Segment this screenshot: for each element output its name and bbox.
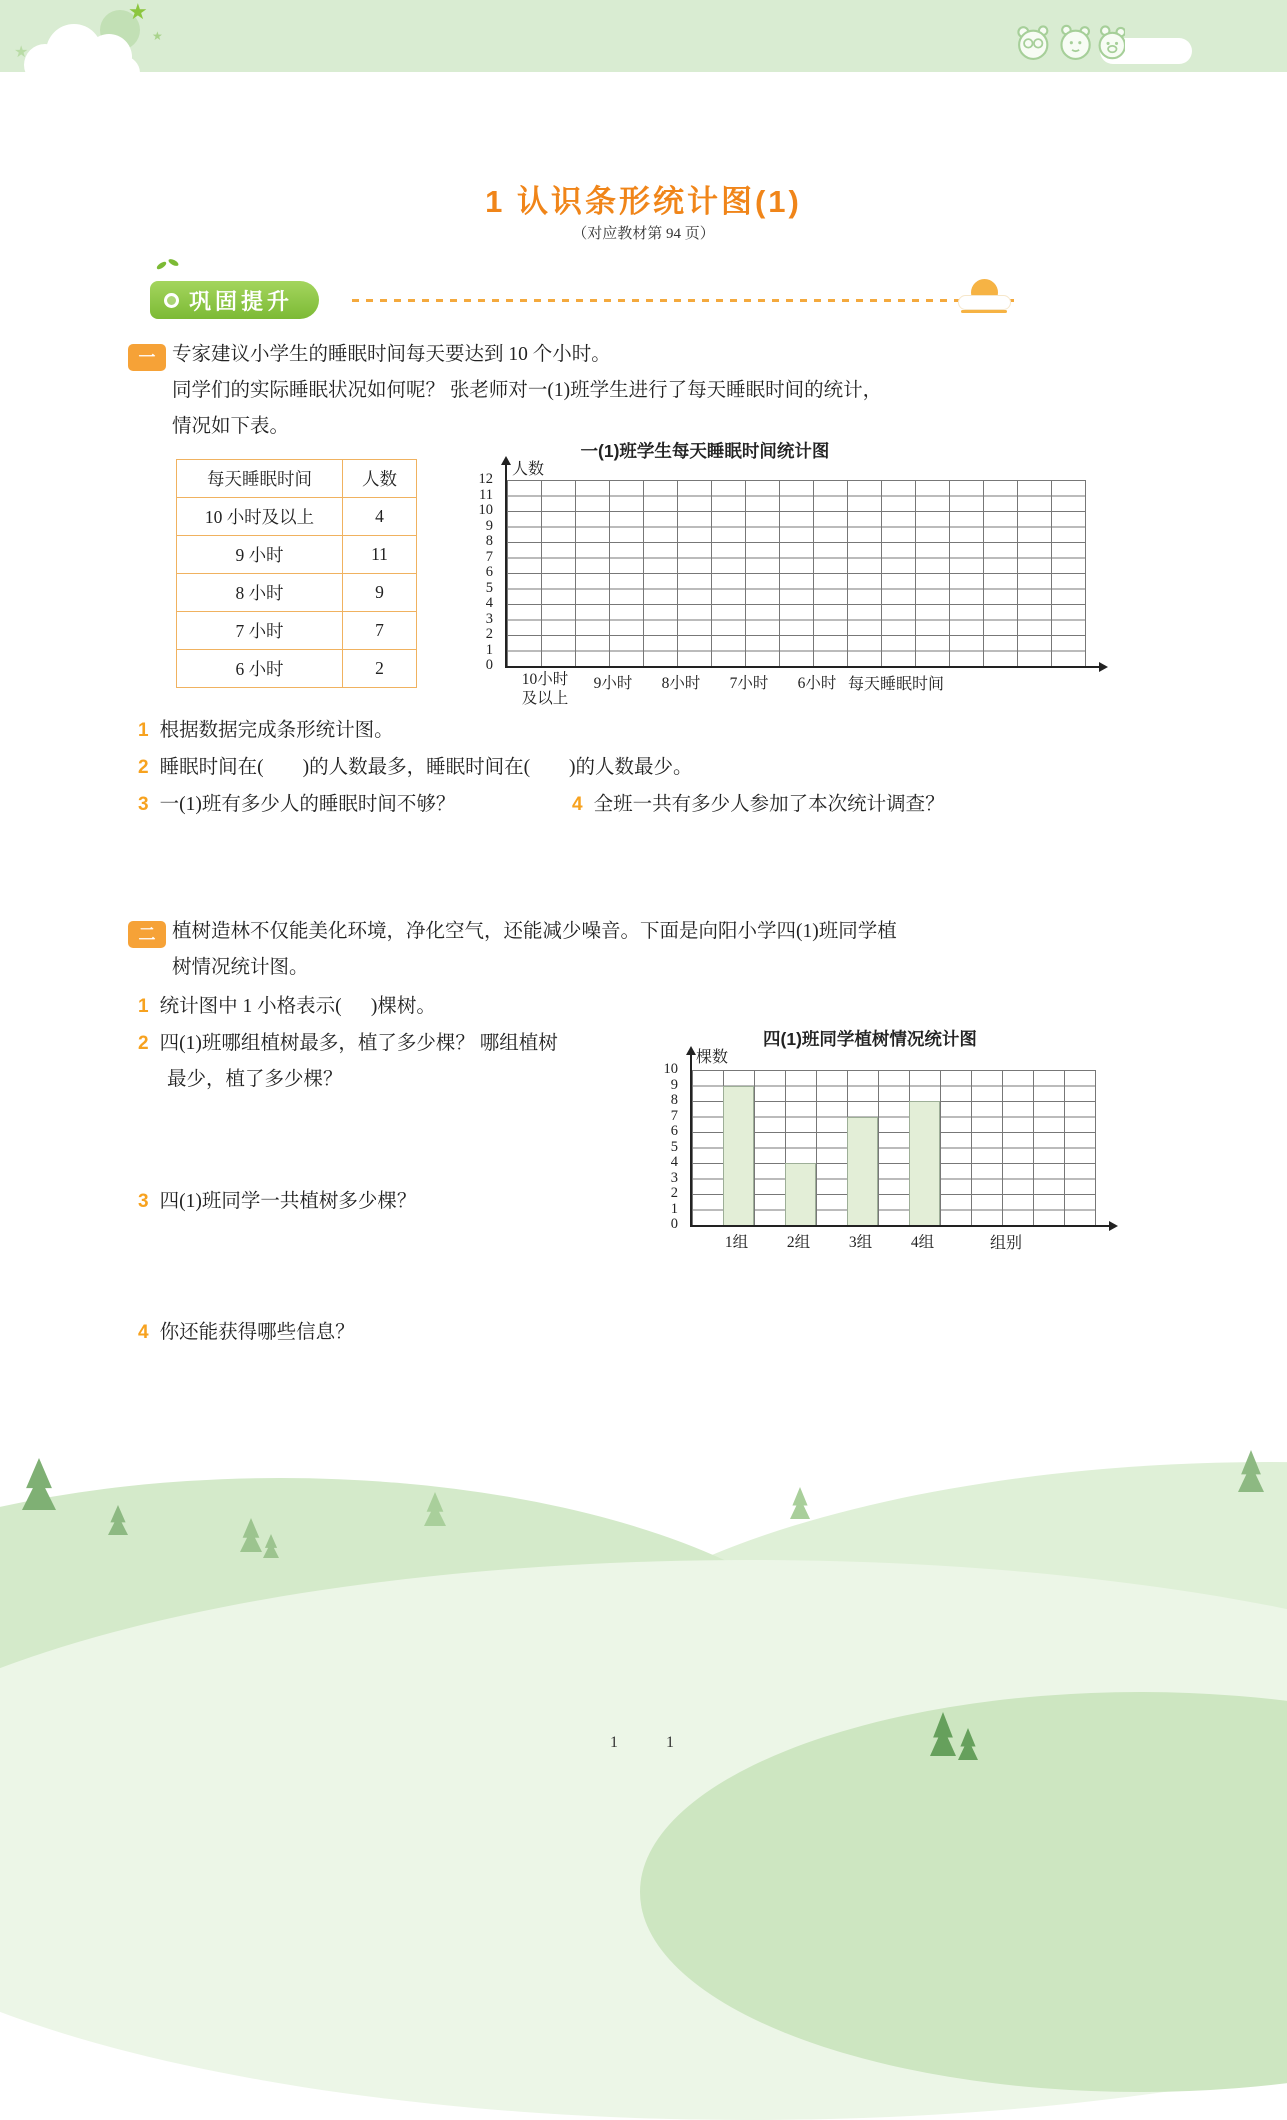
question-s1-1 xyxy=(138,714,394,742)
question-s2-2 xyxy=(138,1027,558,1055)
y-tick-label: 10 xyxy=(663,1061,678,1077)
y-tick-label: 3 xyxy=(485,610,493,627)
section1-intro-line: 情况如下表。 xyxy=(172,416,290,437)
table-row xyxy=(177,650,417,688)
question-text: 四(1)班同学一共植树多少棵？ xyxy=(159,1191,417,1212)
x-axis-arrow-icon xyxy=(1099,662,1113,672)
question-number: 1 xyxy=(138,996,149,1017)
page-number: 1 xyxy=(666,1734,674,1751)
question-s1-2 xyxy=(138,751,693,779)
y-tick-label: 8 xyxy=(670,1092,678,1108)
bar-3组 xyxy=(847,1117,878,1226)
y-tick-label: 12 xyxy=(478,471,493,487)
y-tick-label: 3 xyxy=(670,1169,678,1186)
y-tick-label: 8 xyxy=(485,533,493,549)
table-header-row xyxy=(177,460,417,498)
question-number: 4 xyxy=(138,1322,149,1343)
y-tick-label: 1 xyxy=(485,641,493,658)
question-s2-3 xyxy=(138,1185,416,1213)
chart1-x-axis-label: 每天睡眠时间 xyxy=(848,676,945,693)
banner-eye-icon xyxy=(164,293,179,308)
question-text-continued: 最少，植了多少棵？ xyxy=(167,1069,343,1090)
question-text: 全班一共有多少人参加了本次统计调查？ xyxy=(593,794,945,815)
sleep-table xyxy=(176,459,417,688)
question-number: 4 xyxy=(572,794,583,815)
y-tick-label: 6 xyxy=(670,1123,678,1139)
leaf-icon xyxy=(167,258,179,268)
y-tick-label: 2 xyxy=(670,1185,678,1201)
animal-mascots-icon xyxy=(1005,20,1125,64)
table-cell-label: 8 小时 xyxy=(177,574,343,612)
table-cell-label: 7 小时 xyxy=(177,612,343,650)
section2-intro-line: 植树造林不仅能美化环境，净化空气，还能减少噪音。下面是向阳小学四(1)班同学植 xyxy=(172,921,897,942)
chart1-y-axis-label: 人数 xyxy=(512,461,545,478)
star-icon: ★ xyxy=(14,42,29,61)
table-cell-value: 2 xyxy=(343,650,417,688)
dashed-divider xyxy=(352,299,1014,302)
x-category-label: 3组 xyxy=(848,1234,873,1251)
chart1-title: 一(1)班学生每天睡眠时间统计图 xyxy=(580,441,830,461)
question-text: 一(1)班有多少人的睡眠时间不够？ xyxy=(159,794,456,815)
chart1-x-categories xyxy=(505,671,1083,715)
page-number: 1 xyxy=(610,1734,618,1751)
y-tick-label: 0 xyxy=(670,1216,678,1232)
bar-4组 xyxy=(909,1101,940,1225)
question-number: 1 xyxy=(138,720,149,741)
chart2-x-categories xyxy=(690,1230,1093,1260)
section1-intro-line: 专家建议小学生的睡眠时间每天要达到 10 个小时。 xyxy=(172,344,611,365)
section2-marker: 二 xyxy=(128,921,166,948)
question-text: 睡眠时间在( )的人数最多，睡眠时间在( )的人数最少。 xyxy=(159,757,693,778)
y-tick-label: 2 xyxy=(485,626,493,642)
question-number: 3 xyxy=(138,794,149,815)
bar-1组 xyxy=(723,1086,754,1226)
question-text: 四(1)班哪组植树最多，植了多少棵？ 哪组植树 xyxy=(159,1033,558,1054)
question-s2-4 xyxy=(138,1316,355,1344)
table-cell-value: 7 xyxy=(343,612,417,650)
y-axis-arrow-icon xyxy=(501,451,511,465)
question-number: 2 xyxy=(138,1033,149,1054)
section1-marker: 一 xyxy=(128,344,166,371)
page-title: 1 认识条形统计图(1) xyxy=(485,184,802,219)
table-cell-value: 11 xyxy=(343,536,417,574)
table-row xyxy=(177,498,417,536)
table-cell-label: 9 小时 xyxy=(177,536,343,574)
y-tick-label: 4 xyxy=(485,595,493,611)
question-text: 统计图中 1 小格表示( )棵树。 xyxy=(159,996,436,1017)
star-icon: ★ xyxy=(152,29,163,43)
chart2-grid xyxy=(690,1070,1096,1227)
chart1-grid xyxy=(505,480,1086,668)
y-tick-label: 7 xyxy=(670,1107,678,1124)
x-category-label: 7小时 xyxy=(729,675,769,692)
table-row xyxy=(177,536,417,574)
y-tick-label: 5 xyxy=(670,1138,678,1155)
tree-icon xyxy=(790,1487,810,1519)
x-category-label: 2组 xyxy=(786,1234,811,1251)
bar-2组 xyxy=(785,1163,816,1225)
x-category-label: 1组 xyxy=(724,1234,749,1251)
y-tick-label: 11 xyxy=(479,486,493,503)
chart2-title: 四(1)班同学植树情况统计图 xyxy=(763,1029,977,1049)
chart2-y-ticks xyxy=(646,1061,684,1232)
y-tick-label: 7 xyxy=(485,548,493,565)
y-axis-arrow-icon xyxy=(686,1041,696,1055)
table-header-count: 人数 xyxy=(343,460,417,498)
page-subtitle: （对应教材第 94 页） xyxy=(572,226,715,242)
table-cell-value: 4 xyxy=(343,498,417,536)
y-tick-label: 10 xyxy=(478,502,493,518)
x-category-label: 8小时 xyxy=(661,675,701,692)
table-cell-label: 6 小时 xyxy=(177,650,343,688)
chart2-x-axis-label: 组别 xyxy=(990,1235,1023,1252)
star-icon: ★ xyxy=(128,0,148,25)
y-tick-label: 4 xyxy=(670,1154,678,1170)
y-tick-label: 9 xyxy=(670,1076,678,1093)
question-s2-1 xyxy=(138,990,436,1018)
chart2-y-axis-label: 棵数 xyxy=(696,1049,729,1066)
x-category-label: 6小时 xyxy=(797,675,837,692)
section-banner xyxy=(150,281,319,319)
y-tick-label: 6 xyxy=(485,564,493,580)
y-tick-label: 9 xyxy=(485,517,493,534)
x-axis-arrow-icon xyxy=(1109,1221,1123,1231)
x-category-label: 4组 xyxy=(910,1234,935,1251)
y-tick-label: 5 xyxy=(485,579,493,596)
table-row xyxy=(177,612,417,650)
table-cell-value: 9 xyxy=(343,574,417,612)
tree-icon xyxy=(22,1458,56,1510)
question-number: 2 xyxy=(138,757,149,778)
x-category-label: 10小时及以上 xyxy=(521,671,569,707)
section1-intro-line: 同学们的实际睡眠状况如何呢？ 张老师对一(1)班学生进行了每天睡眠时间的统计， xyxy=(172,380,883,401)
question-number: 3 xyxy=(138,1191,149,1212)
question-text: 你还能获得哪些信息？ xyxy=(159,1322,355,1343)
leaf-icon xyxy=(156,260,168,270)
sun-icon xyxy=(958,279,1014,315)
question-text: 根据数据完成条形统计图。 xyxy=(159,720,394,741)
table-row xyxy=(177,574,417,612)
chart1-y-ticks xyxy=(461,471,499,673)
y-tick-label: 0 xyxy=(485,657,493,673)
banner-label: 巩固提升 xyxy=(189,288,294,314)
table-cell-label: 10 小时及以上 xyxy=(177,498,343,536)
table-header-time: 每天睡眠时间 xyxy=(177,460,343,498)
y-tick-label: 1 xyxy=(670,1200,678,1217)
question-s1-3 xyxy=(138,788,455,816)
section2-intro-line: 树情况统计图。 xyxy=(172,957,309,978)
x-category-label: 9小时 xyxy=(593,675,633,692)
question-s1-4 xyxy=(572,788,945,816)
